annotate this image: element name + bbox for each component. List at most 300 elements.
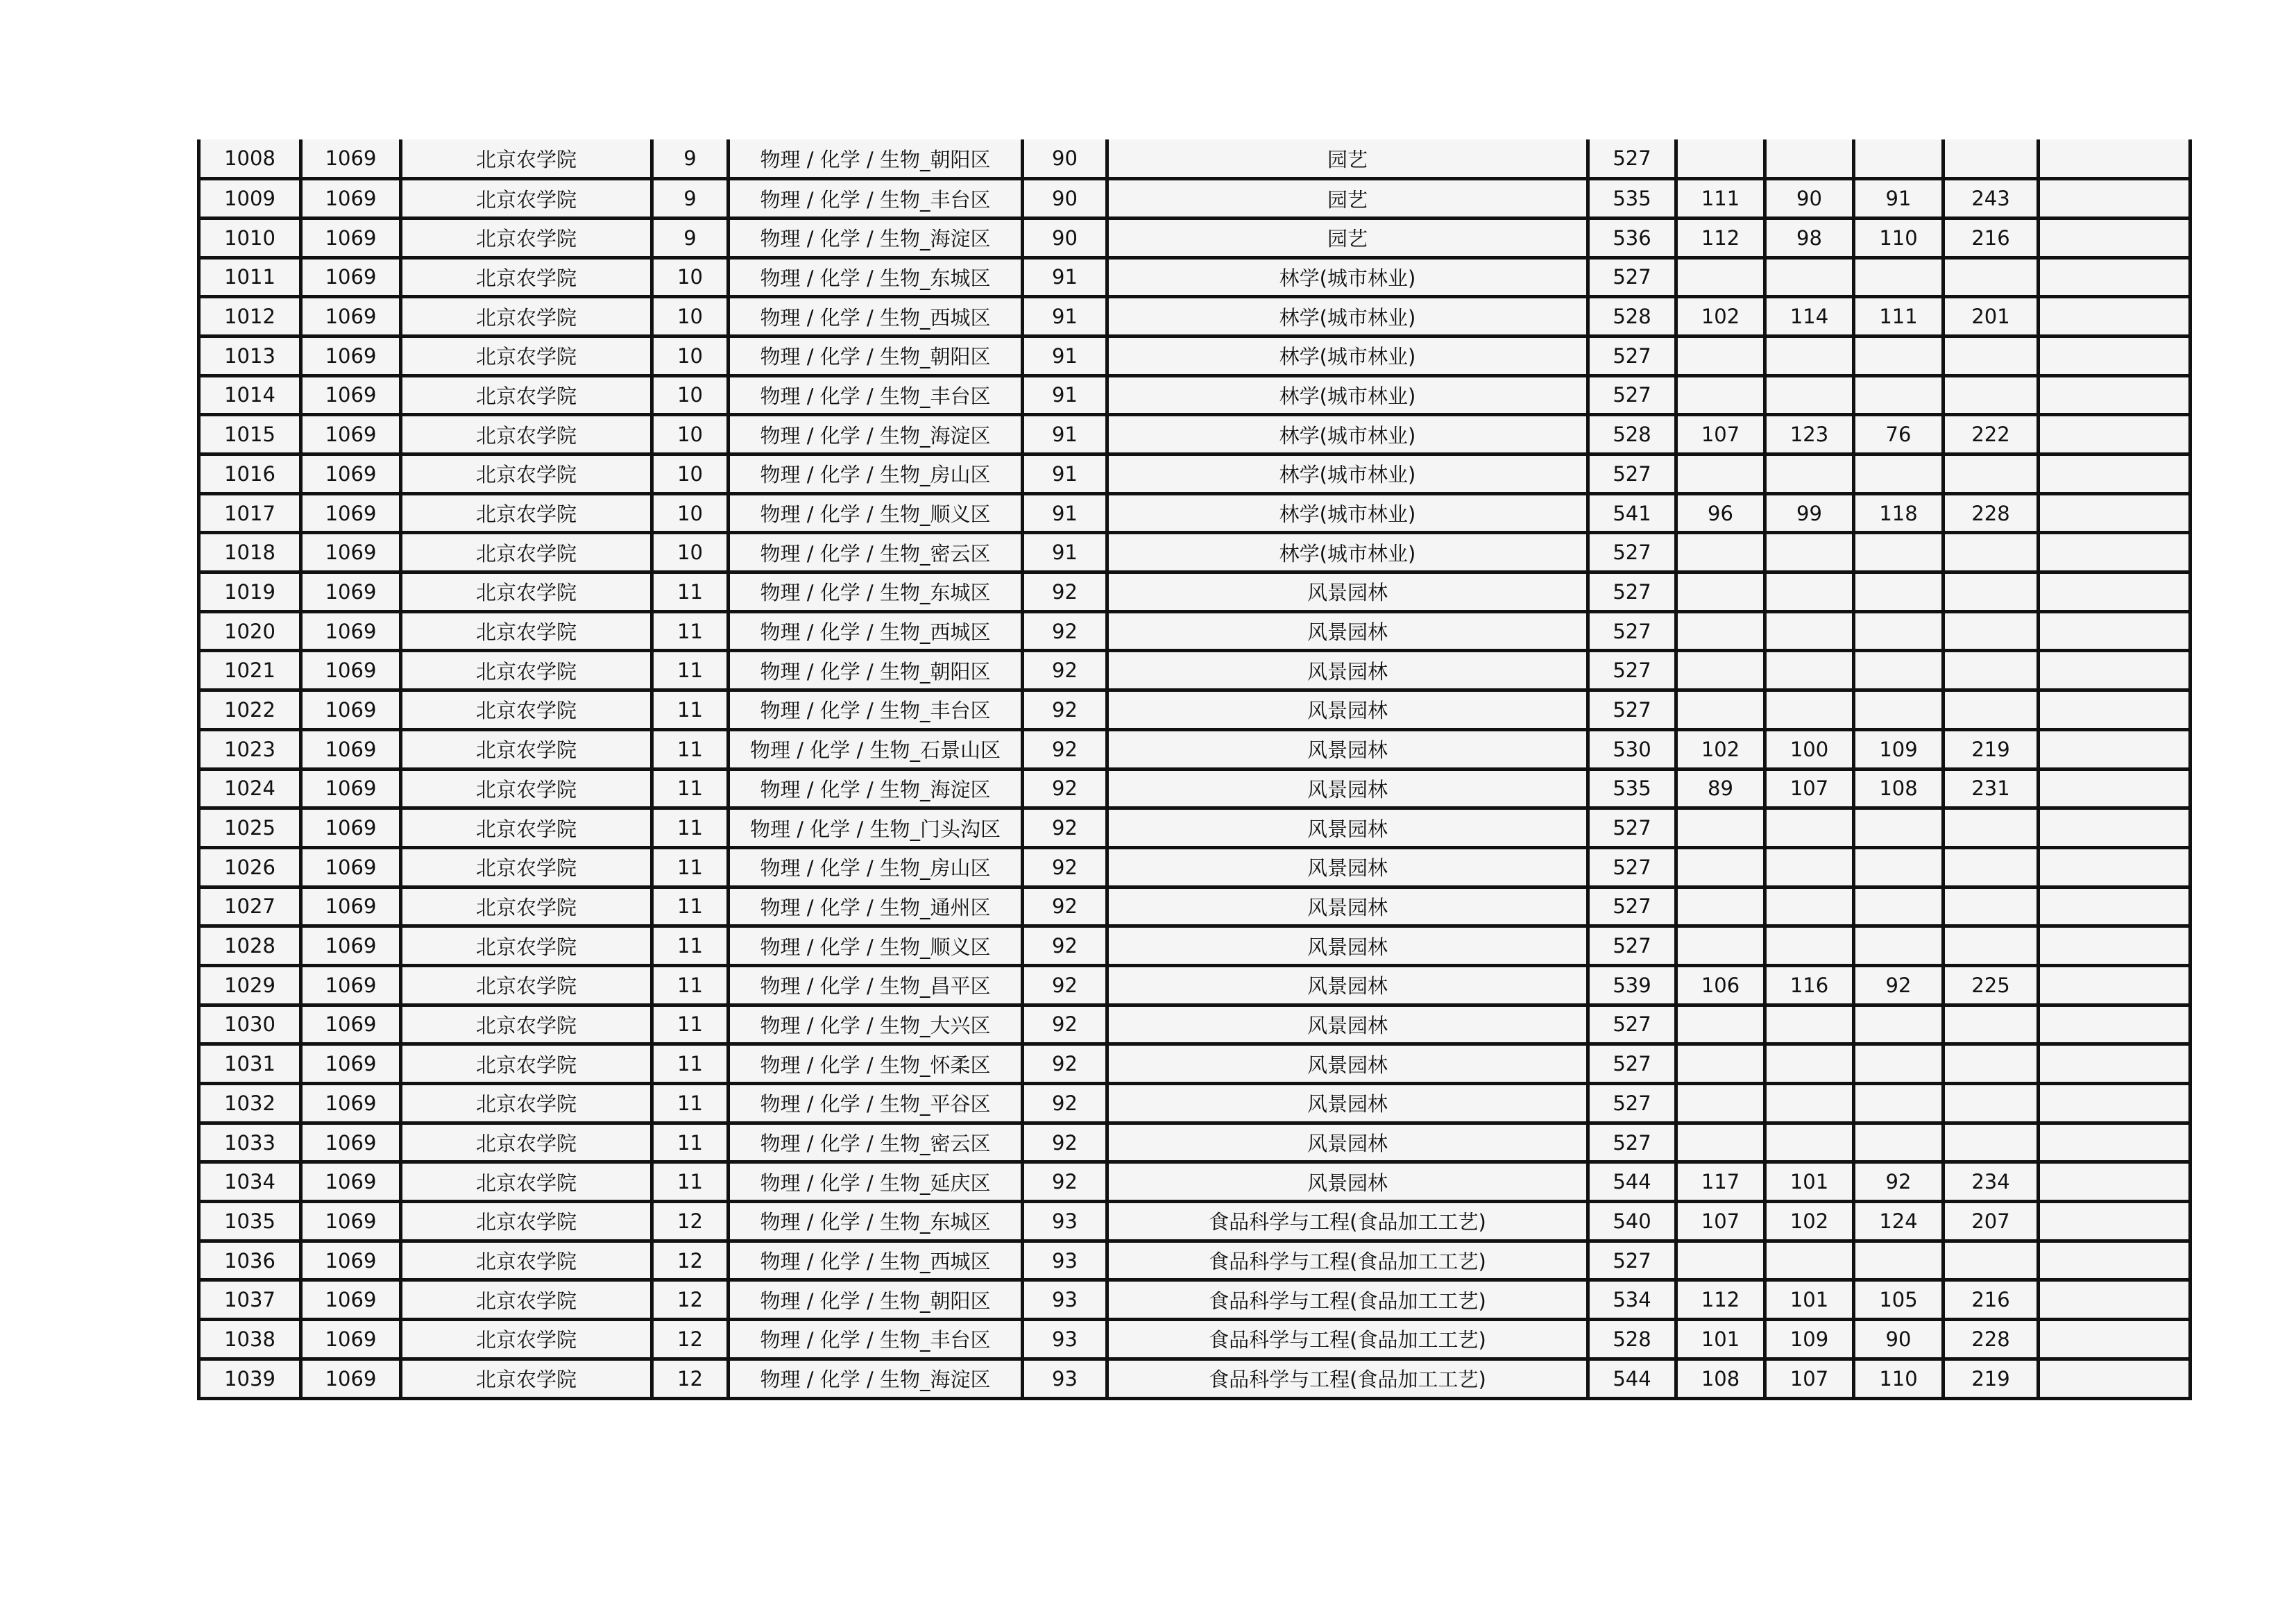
- group-no-cell: 11: [652, 887, 729, 926]
- school-name-cell: 北京农学院: [401, 415, 652, 454]
- score-b-cell: 114: [1765, 297, 1854, 337]
- row-index-cell: 1023: [199, 729, 301, 769]
- remark-cell: [2039, 493, 2191, 533]
- major-name-cell: 风景园林: [1107, 887, 1588, 926]
- major-name-cell: 食品科学与工程(食品加工工艺): [1107, 1202, 1588, 1241]
- score-c-cell: [1854, 690, 1944, 730]
- score-b-cell: [1765, 651, 1854, 690]
- score-b-cell: [1765, 926, 1854, 966]
- score-d-cell: [1944, 1241, 2039, 1280]
- total-score-cell: 527: [1588, 887, 1676, 926]
- score-c-cell: 90: [1854, 1320, 1944, 1359]
- major-code-cell: 92: [1023, 847, 1107, 887]
- group-no-cell: 9: [652, 218, 729, 257]
- row-index-cell: 1011: [199, 257, 301, 297]
- remark-cell: [2039, 611, 2191, 651]
- subject-requirement-cell: 物理 / 化学 / 生物_海淀区: [729, 1359, 1023, 1398]
- score-a-cell: 107: [1676, 415, 1765, 454]
- remark-cell: [2039, 336, 2191, 375]
- school-name-cell: 北京农学院: [401, 769, 652, 808]
- row-index-cell: 1025: [199, 808, 301, 848]
- score-c-cell: 110: [1854, 218, 1944, 257]
- total-score-cell: 527: [1588, 336, 1676, 375]
- score-b-cell: [1765, 257, 1854, 297]
- score-b-cell: 98: [1765, 218, 1854, 257]
- score-a-cell: 112: [1676, 218, 1765, 257]
- school-code-cell: 1069: [301, 729, 401, 769]
- major-code-cell: 92: [1023, 572, 1107, 612]
- major-code-cell: 90: [1023, 139, 1107, 179]
- major-code-cell: 92: [1023, 611, 1107, 651]
- school-name-cell: 北京农学院: [401, 179, 652, 219]
- major-code-cell: 91: [1023, 297, 1107, 337]
- major-name-cell: 风景园林: [1107, 847, 1588, 887]
- score-d-cell: [1944, 808, 2039, 848]
- score-c-cell: 91: [1854, 179, 1944, 219]
- subject-requirement-cell: 物理 / 化学 / 生物_东城区: [729, 572, 1023, 612]
- major-name-cell: 风景园林: [1107, 1162, 1588, 1202]
- table-row: [199, 572, 2191, 612]
- subject-requirement-cell: 物理 / 化学 / 生物_房山区: [729, 847, 1023, 887]
- major-name-cell: 风景园林: [1107, 572, 1588, 612]
- group-no-cell: 11: [652, 1084, 729, 1123]
- table-row: [199, 375, 2191, 415]
- remark-cell: [2039, 1280, 2191, 1320]
- school-name-cell: 北京农学院: [401, 690, 652, 730]
- subject-requirement-cell: 物理 / 化学 / 生物_西城区: [729, 297, 1023, 337]
- score-b-cell: [1765, 139, 1854, 179]
- subject-requirement-cell: 物理 / 化学 / 生物_海淀区: [729, 218, 1023, 257]
- row-index-cell: 1014: [199, 375, 301, 415]
- major-code-cell: 92: [1023, 1162, 1107, 1202]
- major-name-cell: 风景园林: [1107, 611, 1588, 651]
- table-row: [199, 454, 2191, 494]
- subject-requirement-cell: 物理 / 化学 / 生物_西城区: [729, 611, 1023, 651]
- score-d-cell: [1944, 336, 2039, 375]
- major-name-cell: 食品科学与工程(食品加工工艺): [1107, 1320, 1588, 1359]
- subject-requirement-cell: 物理 / 化学 / 生物_丰台区: [729, 690, 1023, 730]
- group-no-cell: 10: [652, 493, 729, 533]
- remark-cell: [2039, 1202, 2191, 1241]
- remark-cell: [2039, 454, 2191, 494]
- school-code-cell: 1069: [301, 1084, 401, 1123]
- score-d-cell: 228: [1944, 493, 2039, 533]
- school-code-cell: 1069: [301, 1241, 401, 1280]
- score-c-cell: 76: [1854, 415, 1944, 454]
- school-code-cell: 1069: [301, 336, 401, 375]
- remark-cell: [2039, 965, 2191, 1005]
- score-d-cell: [1944, 1123, 2039, 1162]
- school-name-cell: 北京农学院: [401, 572, 652, 612]
- total-score-cell: 527: [1588, 651, 1676, 690]
- score-b-cell: [1765, 887, 1854, 926]
- row-index-cell: 1024: [199, 769, 301, 808]
- score-d-cell: [1944, 375, 2039, 415]
- school-name-cell: 北京农学院: [401, 611, 652, 651]
- score-c-cell: [1854, 1084, 1944, 1123]
- subject-requirement-cell: 物理 / 化学 / 生物_石景山区: [729, 729, 1023, 769]
- score-b-cell: [1765, 1005, 1854, 1044]
- score-c-cell: [1854, 1005, 1944, 1044]
- total-score-cell: 527: [1588, 375, 1676, 415]
- remark-cell: [2039, 533, 2191, 572]
- major-name-cell: 风景园林: [1107, 1123, 1588, 1162]
- school-code-cell: 1069: [301, 690, 401, 730]
- group-no-cell: 11: [652, 1123, 729, 1162]
- score-c-cell: [1854, 887, 1944, 926]
- subject-requirement-cell: 物理 / 化学 / 生物_西城区: [729, 1241, 1023, 1280]
- school-code-cell: 1069: [301, 1320, 401, 1359]
- subject-requirement-cell: 物理 / 化学 / 生物_门头沟区: [729, 808, 1023, 848]
- score-d-cell: [1944, 533, 2039, 572]
- score-b-cell: [1765, 1123, 1854, 1162]
- school-name-cell: 北京农学院: [401, 1280, 652, 1320]
- major-name-cell: 林学(城市林业): [1107, 257, 1588, 297]
- total-score-cell: 527: [1588, 257, 1676, 297]
- major-name-cell: 食品科学与工程(食品加工工艺): [1107, 1280, 1588, 1320]
- major-name-cell: 林学(城市林业): [1107, 336, 1588, 375]
- score-b-cell: 90: [1765, 179, 1854, 219]
- total-score-cell: 527: [1588, 611, 1676, 651]
- school-code-cell: 1069: [301, 218, 401, 257]
- score-c-cell: [1854, 454, 1944, 494]
- score-a-cell: 111: [1676, 179, 1765, 219]
- major-code-cell: 92: [1023, 808, 1107, 848]
- major-name-cell: 食品科学与工程(食品加工工艺): [1107, 1241, 1588, 1280]
- major-code-cell: 91: [1023, 493, 1107, 533]
- school-code-cell: 1069: [301, 454, 401, 494]
- major-name-cell: 风景园林: [1107, 808, 1588, 848]
- score-b-cell: [1765, 847, 1854, 887]
- score-d-cell: [1944, 690, 2039, 730]
- score-d-cell: 216: [1944, 1280, 2039, 1320]
- table-row: [199, 533, 2191, 572]
- score-c-cell: 105: [1854, 1280, 1944, 1320]
- subject-requirement-cell: 物理 / 化学 / 生物_大兴区: [729, 1005, 1023, 1044]
- school-code-cell: 1069: [301, 1280, 401, 1320]
- subject-requirement-cell: 物理 / 化学 / 生物_密云区: [729, 533, 1023, 572]
- group-no-cell: 11: [652, 769, 729, 808]
- major-name-cell: 林学(城市林业): [1107, 493, 1588, 533]
- row-index-cell: 1027: [199, 887, 301, 926]
- school-code-cell: 1069: [301, 493, 401, 533]
- subject-requirement-cell: 物理 / 化学 / 生物_平谷区: [729, 1084, 1023, 1123]
- row-index-cell: 1033: [199, 1123, 301, 1162]
- major-code-cell: 92: [1023, 926, 1107, 966]
- group-no-cell: 11: [652, 808, 729, 848]
- score-b-cell: [1765, 336, 1854, 375]
- total-score-cell: 539: [1588, 965, 1676, 1005]
- subject-requirement-cell: 物理 / 化学 / 生物_延庆区: [729, 1162, 1023, 1202]
- subject-requirement-cell: 物理 / 化学 / 生物_东城区: [729, 257, 1023, 297]
- group-no-cell: 11: [652, 965, 729, 1005]
- major-code-cell: 93: [1023, 1202, 1107, 1241]
- score-b-cell: [1765, 454, 1854, 494]
- group-no-cell: 10: [652, 375, 729, 415]
- score-c-cell: 124: [1854, 1202, 1944, 1241]
- subject-requirement-cell: 物理 / 化学 / 生物_朝阳区: [729, 336, 1023, 375]
- school-name-cell: 北京农学院: [401, 375, 652, 415]
- score-b-cell: [1765, 1241, 1854, 1280]
- score-a-cell: 106: [1676, 965, 1765, 1005]
- score-d-cell: [1944, 1005, 2039, 1044]
- group-no-cell: 10: [652, 257, 729, 297]
- score-c-cell: [1854, 847, 1944, 887]
- table-row: [199, 179, 2191, 219]
- table-row: [199, 808, 2191, 848]
- table-row: [199, 611, 2191, 651]
- row-index-cell: 1017: [199, 493, 301, 533]
- table-row: [199, 1162, 2191, 1202]
- major-name-cell: 食品科学与工程(食品加工工艺): [1107, 1359, 1588, 1398]
- score-a-cell: [1676, 257, 1765, 297]
- school-code-cell: 1069: [301, 1123, 401, 1162]
- remark-cell: [2039, 297, 2191, 337]
- row-index-cell: 1028: [199, 926, 301, 966]
- school-name-cell: 北京农学院: [401, 887, 652, 926]
- score-b-cell: 99: [1765, 493, 1854, 533]
- subject-requirement-cell: 物理 / 化学 / 生物_朝阳区: [729, 651, 1023, 690]
- school-code-cell: 1069: [301, 965, 401, 1005]
- score-a-cell: 102: [1676, 729, 1765, 769]
- major-name-cell: 林学(城市林业): [1107, 375, 1588, 415]
- remark-cell: [2039, 847, 2191, 887]
- total-score-cell: 544: [1588, 1359, 1676, 1398]
- group-no-cell: 12: [652, 1320, 729, 1359]
- score-c-cell: [1854, 257, 1944, 297]
- subject-requirement-cell: 物理 / 化学 / 生物_丰台区: [729, 375, 1023, 415]
- total-score-cell: 527: [1588, 1005, 1676, 1044]
- group-no-cell: 11: [652, 651, 729, 690]
- score-c-cell: 111: [1854, 297, 1944, 337]
- row-index-cell: 1020: [199, 611, 301, 651]
- score-c-cell: 92: [1854, 965, 1944, 1005]
- score-a-cell: 117: [1676, 1162, 1765, 1202]
- row-index-cell: 1039: [199, 1359, 301, 1398]
- score-c-cell: [1854, 1044, 1944, 1084]
- school-code-cell: 1069: [301, 572, 401, 612]
- score-a-cell: 108: [1676, 1359, 1765, 1398]
- school-name-cell: 北京农学院: [401, 1202, 652, 1241]
- major-code-cell: 92: [1023, 1044, 1107, 1084]
- major-name-cell: 风景园林: [1107, 690, 1588, 730]
- subject-requirement-cell: 物理 / 化学 / 生物_房山区: [729, 454, 1023, 494]
- school-name-cell: 北京农学院: [401, 965, 652, 1005]
- score-d-cell: 225: [1944, 965, 2039, 1005]
- table-row: [199, 690, 2191, 730]
- score-d-cell: 219: [1944, 1359, 2039, 1398]
- school-code-cell: 1069: [301, 1005, 401, 1044]
- table-row: [199, 139, 2191, 179]
- score-b-cell: 102: [1765, 1202, 1854, 1241]
- score-d-cell: [1944, 926, 2039, 966]
- score-b-cell: [1765, 1044, 1854, 1084]
- score-b-cell: 123: [1765, 415, 1854, 454]
- score-a-cell: [1676, 808, 1765, 848]
- score-d-cell: 207: [1944, 1202, 2039, 1241]
- score-a-cell: 89: [1676, 769, 1765, 808]
- score-a-cell: [1676, 1123, 1765, 1162]
- row-index-cell: 1021: [199, 651, 301, 690]
- table-row: [199, 965, 2191, 1005]
- table-row: [199, 1241, 2191, 1280]
- row-index-cell: 1034: [199, 1162, 301, 1202]
- remark-cell: [2039, 1241, 2191, 1280]
- major-code-cell: 92: [1023, 965, 1107, 1005]
- score-b-cell: 107: [1765, 1359, 1854, 1398]
- remark-cell: [2039, 926, 2191, 966]
- row-index-cell: 1029: [199, 965, 301, 1005]
- remark-cell: [2039, 257, 2191, 297]
- total-score-cell: 528: [1588, 297, 1676, 337]
- row-index-cell: 1013: [199, 336, 301, 375]
- major-name-cell: 风景园林: [1107, 1084, 1588, 1123]
- subject-requirement-cell: 物理 / 化学 / 生物_通州区: [729, 887, 1023, 926]
- remark-cell: [2039, 218, 2191, 257]
- table-row: [199, 1123, 2191, 1162]
- score-d-cell: 201: [1944, 297, 2039, 337]
- total-score-cell: 527: [1588, 808, 1676, 848]
- school-code-cell: 1069: [301, 1162, 401, 1202]
- score-d-cell: [1944, 651, 2039, 690]
- total-score-cell: 527: [1588, 572, 1676, 612]
- table-row: [199, 1202, 2191, 1241]
- remark-cell: [2039, 1123, 2191, 1162]
- row-index-cell: 1019: [199, 572, 301, 612]
- school-code-cell: 1069: [301, 533, 401, 572]
- score-c-cell: 110: [1854, 1359, 1944, 1398]
- major-code-cell: 93: [1023, 1280, 1107, 1320]
- group-no-cell: 11: [652, 690, 729, 730]
- school-name-cell: 北京农学院: [401, 1162, 652, 1202]
- table-row: [199, 1005, 2191, 1044]
- major-name-cell: 园艺: [1107, 179, 1588, 219]
- subject-requirement-cell: 物理 / 化学 / 生物_海淀区: [729, 769, 1023, 808]
- remark-cell: [2039, 1005, 2191, 1044]
- total-score-cell: 541: [1588, 493, 1676, 533]
- row-index-cell: 1038: [199, 1320, 301, 1359]
- remark-cell: [2039, 1162, 2191, 1202]
- remark-cell: [2039, 729, 2191, 769]
- score-a-cell: 101: [1676, 1320, 1765, 1359]
- school-name-cell: 北京农学院: [401, 257, 652, 297]
- score-d-cell: [1944, 454, 2039, 494]
- score-d-cell: 222: [1944, 415, 2039, 454]
- score-d-cell: [1944, 847, 2039, 887]
- subject-requirement-cell: 物理 / 化学 / 生物_怀柔区: [729, 1044, 1023, 1084]
- row-index-cell: 1037: [199, 1280, 301, 1320]
- score-d-cell: [1944, 1084, 2039, 1123]
- major-code-cell: 92: [1023, 1123, 1107, 1162]
- score-b-cell: [1765, 690, 1854, 730]
- total-score-cell: 534: [1588, 1280, 1676, 1320]
- major-name-cell: 风景园林: [1107, 965, 1588, 1005]
- score-c-cell: [1854, 139, 1944, 179]
- score-a-cell: [1676, 887, 1765, 926]
- score-d-cell: 234: [1944, 1162, 2039, 1202]
- row-index-cell: 1018: [199, 533, 301, 572]
- school-code-cell: 1069: [301, 769, 401, 808]
- table-row: [199, 769, 2191, 808]
- remark-cell: [2039, 1044, 2191, 1084]
- score-a-cell: [1676, 1044, 1765, 1084]
- school-code-cell: 1069: [301, 847, 401, 887]
- table-row: [199, 926, 2191, 966]
- school-name-cell: 北京农学院: [401, 1084, 652, 1123]
- school-name-cell: 北京农学院: [401, 729, 652, 769]
- score-a-cell: [1676, 847, 1765, 887]
- total-score-cell: 535: [1588, 179, 1676, 219]
- score-d-cell: 231: [1944, 769, 2039, 808]
- group-no-cell: 11: [652, 847, 729, 887]
- total-score-cell: 527: [1588, 1123, 1676, 1162]
- score-a-cell: 107: [1676, 1202, 1765, 1241]
- subject-requirement-cell: 物理 / 化学 / 生物_朝阳区: [729, 139, 1023, 179]
- major-code-cell: 90: [1023, 218, 1107, 257]
- school-name-cell: 北京农学院: [401, 533, 652, 572]
- school-name-cell: 北京农学院: [401, 1359, 652, 1398]
- remark-cell: [2039, 769, 2191, 808]
- total-score-cell: 527: [1588, 1044, 1676, 1084]
- score-d-cell: 243: [1944, 179, 2039, 219]
- score-b-cell: 107: [1765, 769, 1854, 808]
- group-no-cell: 11: [652, 611, 729, 651]
- score-d-cell: 216: [1944, 218, 2039, 257]
- school-code-cell: 1069: [301, 139, 401, 179]
- major-name-cell: 林学(城市林业): [1107, 454, 1588, 494]
- major-code-cell: 92: [1023, 651, 1107, 690]
- major-code-cell: 90: [1023, 179, 1107, 219]
- school-name-cell: 北京农学院: [401, 847, 652, 887]
- score-a-cell: [1676, 611, 1765, 651]
- total-score-cell: 527: [1588, 847, 1676, 887]
- school-name-cell: 北京农学院: [401, 1044, 652, 1084]
- score-b-cell: [1765, 375, 1854, 415]
- score-c-cell: [1854, 926, 1944, 966]
- remark-cell: [2039, 651, 2191, 690]
- school-code-cell: 1069: [301, 179, 401, 219]
- score-a-cell: 96: [1676, 493, 1765, 533]
- major-code-cell: 91: [1023, 533, 1107, 572]
- table-row: [199, 1280, 2191, 1320]
- table-row: [199, 257, 2191, 297]
- group-no-cell: 11: [652, 572, 729, 612]
- school-name-cell: 北京农学院: [401, 218, 652, 257]
- major-code-cell: 91: [1023, 257, 1107, 297]
- group-no-cell: 11: [652, 1044, 729, 1084]
- subject-requirement-cell: 物理 / 化学 / 生物_昌平区: [729, 965, 1023, 1005]
- remark-cell: [2039, 1084, 2191, 1123]
- school-name-cell: 北京农学院: [401, 1241, 652, 1280]
- subject-requirement-cell: 物理 / 化学 / 生物_海淀区: [729, 415, 1023, 454]
- school-code-cell: 1069: [301, 926, 401, 966]
- school-name-cell: 北京农学院: [401, 493, 652, 533]
- score-c-cell: 118: [1854, 493, 1944, 533]
- remark-cell: [2039, 415, 2191, 454]
- major-code-cell: 93: [1023, 1320, 1107, 1359]
- group-no-cell: 11: [652, 926, 729, 966]
- school-name-cell: 北京农学院: [401, 651, 652, 690]
- major-code-cell: 92: [1023, 729, 1107, 769]
- total-score-cell: 527: [1588, 533, 1676, 572]
- subject-requirement-cell: 物理 / 化学 / 生物_丰台区: [729, 1320, 1023, 1359]
- score-a-cell: [1676, 1005, 1765, 1044]
- major-code-cell: 92: [1023, 1005, 1107, 1044]
- score-d-cell: [1944, 139, 2039, 179]
- school-name-cell: 北京农学院: [401, 1005, 652, 1044]
- score-a-cell: 102: [1676, 297, 1765, 337]
- score-d-cell: 219: [1944, 729, 2039, 769]
